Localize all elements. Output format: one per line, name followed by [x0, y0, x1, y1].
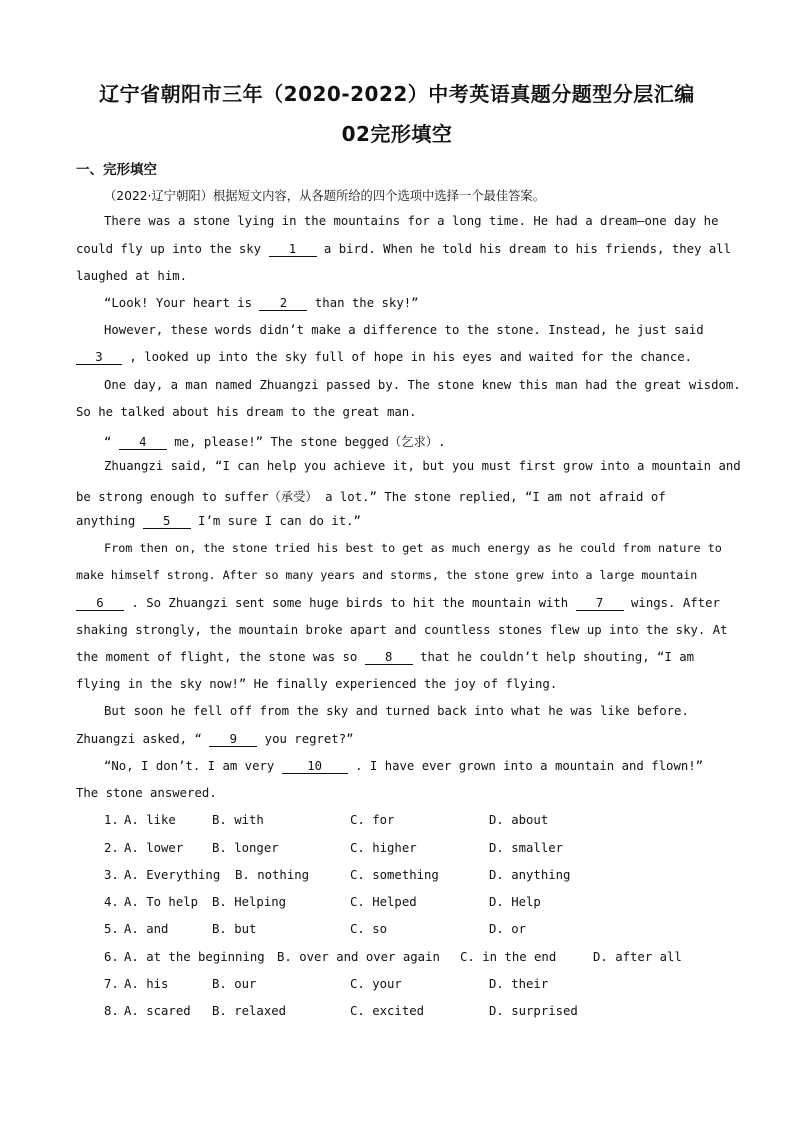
passage-text: . So Zhuangzi sent some huge birds to hit the mountain with: [131, 596, 569, 610]
passage-text: that he couldn’t help shouting, “I am: [420, 650, 695, 664]
passage-line: [76, 732, 726, 747]
passage-text: the moment of flight, the stone was so: [76, 650, 358, 664]
passage-text: a bird. When he told his dream to his friends, they all: [323, 242, 732, 256]
question-number: 1.: [104, 813, 119, 827]
option-a: A. To help: [124, 895, 199, 909]
blank-8: 8: [365, 651, 413, 665]
passage-text: I’m sure I can do it.”: [198, 514, 361, 528]
option-b: B. longer: [212, 841, 279, 855]
option-d: D. surprised: [489, 1004, 578, 1018]
page-title: 辽宁省朝阳市三年（2020-2022）中考英语真题分题型分层汇编: [99, 82, 695, 106]
passage-line: [76, 514, 726, 529]
passage-text: “No, I don’t. I am very: [104, 759, 275, 773]
option-b: B. but: [212, 922, 257, 936]
option-a: A. like: [124, 813, 176, 827]
passage-text: “Look! Your heart is: [104, 296, 253, 310]
option-a: A. and: [124, 922, 169, 936]
option-d: D. their: [489, 977, 549, 991]
passage-line: [76, 242, 732, 257]
passage-text: than the sky!”: [314, 296, 419, 310]
passage-line: So he talked about his dream to the great man.: [76, 405, 417, 419]
option-c: C. higher: [350, 841, 417, 855]
option-c: C. something: [350, 868, 439, 882]
blank-7: 7: [576, 597, 624, 611]
option-d: D. about: [489, 813, 549, 827]
question-number: 3.: [104, 868, 119, 882]
passage-line: make himself strong. After so many years and storms, the stone grew into a large mountain: [76, 568, 698, 582]
passage-line: [104, 759, 754, 774]
option-b: B. with: [212, 813, 264, 827]
question-number: 8.: [104, 1004, 119, 1018]
option-d: D. after all: [593, 950, 682, 964]
option-d: D. anything: [489, 868, 571, 882]
option-c: C. so: [350, 922, 388, 936]
option-a: A. scared: [124, 1004, 191, 1018]
passage-line: [76, 596, 726, 611]
section-heading: 一、完形填空: [76, 162, 157, 178]
passage-line: But soon he fell off from the sky and turned back into what he was like before.: [104, 704, 689, 718]
option-a: A. at the beginning: [124, 950, 265, 964]
passage-line: be strong enough to suffer（承受） a lot.” The stone replied, “I am not afraid of: [76, 490, 666, 504]
option-d: D. smaller: [489, 841, 564, 855]
option-a: A. his: [124, 977, 169, 991]
passage-line: laughed at him.: [76, 269, 188, 283]
passage-text: anything: [76, 514, 136, 528]
option-c: C. Helped: [350, 895, 417, 909]
question-number: 2.: [104, 841, 119, 855]
blank-9: 9: [209, 733, 257, 747]
passage-line: [76, 350, 726, 365]
option-d: D. Help: [489, 895, 541, 909]
page-subtitle: 02完形填空: [341, 122, 453, 146]
question-number: 5.: [104, 922, 119, 936]
blank-4: 4: [119, 436, 167, 450]
passage-text: . I have ever grown into a mountain and flown!”: [355, 759, 704, 773]
passage-line: From then on, the stone tried his best to get as much energy as he could from nature to: [104, 541, 722, 555]
passage-text: , looked up into the sky full of hope in his eyes and waited for the chance.: [129, 350, 693, 364]
option-d: D. or: [489, 922, 527, 936]
passage-line: [104, 432, 754, 450]
passage-text: me, please!” The stone begged（乞求）.: [174, 435, 446, 449]
question-number: 7.: [104, 977, 119, 991]
question-number: 4.: [104, 895, 119, 909]
passage-line: The stone answered.: [76, 786, 217, 800]
option-a: A. Everything: [124, 868, 221, 882]
blank-1: 1: [269, 243, 317, 257]
passage-text: Zhuangzi asked, “: [76, 732, 202, 746]
passage-line: shaking strongly, the mountain broke apart and countless stones flew up into the sky. At: [76, 623, 728, 637]
option-c: C. for: [350, 813, 395, 827]
passage-text: wings. After: [631, 596, 720, 610]
instruction-text: （2022·辽宁朝阳）根据短文内容，从各题所给的四个选项中选择一个最佳答案。: [104, 189, 546, 203]
passage-line: Zhuangzi said, “I can help you achieve it, but you must first grow into a mountain and: [104, 459, 741, 473]
passage-line: [104, 296, 754, 311]
option-b: B. relaxed: [212, 1004, 287, 1018]
passage-line: [76, 650, 726, 665]
passage-text: “: [104, 435, 112, 449]
option-c: C. in the end: [460, 950, 557, 964]
passage-text: could fly up into the sky: [76, 242, 262, 256]
passage-line: However, these words didn’t make a difference to the stone. Instead, he just said: [104, 323, 704, 337]
blank-5: 5: [143, 515, 191, 529]
passage-line: One day, a man named Zhuangzi passed by. The stone knew this man had the great wisdom.: [104, 378, 741, 392]
blank-6: 6: [76, 597, 124, 611]
passage-line: flying in the sky now!” He finally experienced the joy of flying.: [76, 677, 558, 691]
option-a: A. lower: [124, 841, 184, 855]
passage-line: There was a stone lying in the mountains for a long time. He had a dream—one day he: [104, 214, 719, 228]
option-c: C. your: [350, 977, 402, 991]
blank-10: 10: [282, 760, 348, 774]
passage-text: you regret?”: [264, 732, 354, 746]
question-number: 6.: [104, 950, 119, 964]
option-b: B. over and over again: [277, 950, 440, 964]
option-c: C. excited: [350, 1004, 425, 1018]
blank-3: 3: [76, 351, 122, 365]
option-b: B. Helping: [212, 895, 287, 909]
option-b: B. our: [212, 977, 257, 991]
option-b: B. nothing: [235, 868, 310, 882]
blank-2: 2: [259, 297, 307, 311]
